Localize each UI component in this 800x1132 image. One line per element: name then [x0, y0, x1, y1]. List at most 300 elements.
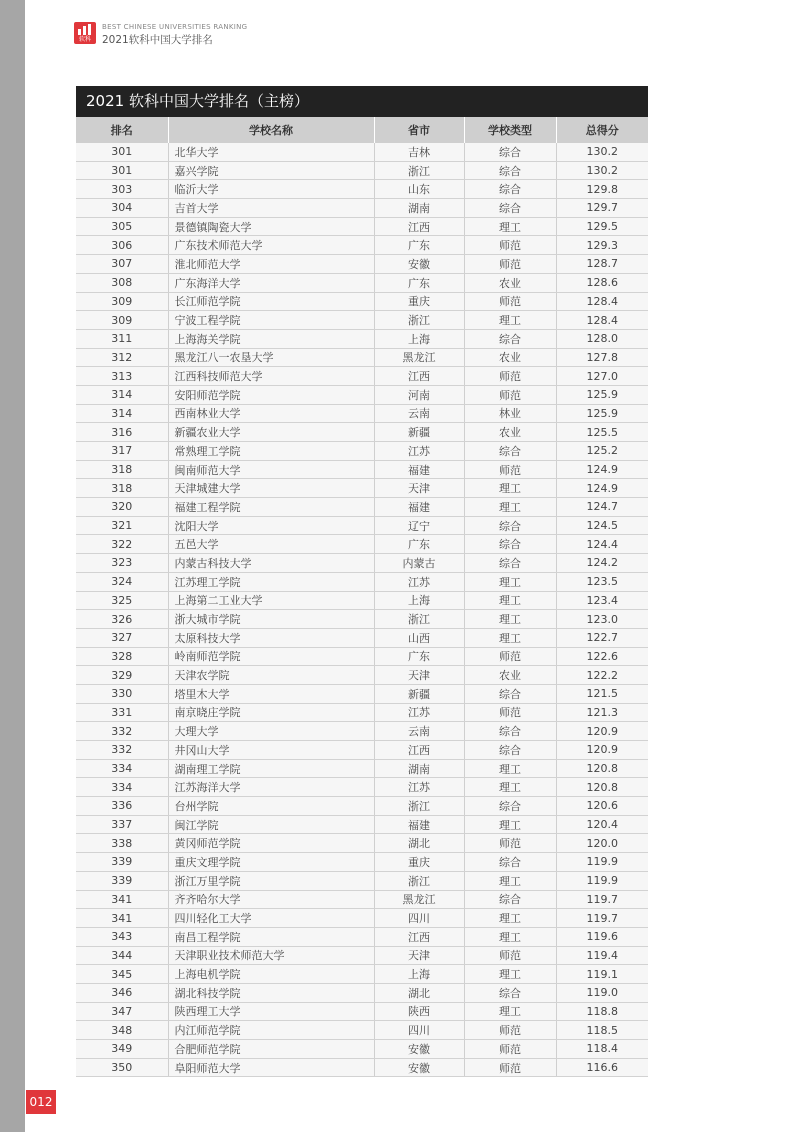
ranking-logo-icon — [74, 22, 96, 44]
ranking-panel — [76, 86, 648, 1077]
school-name-cell: 嘉兴学院 — [168, 161, 374, 180]
province-cell: 浙江 — [374, 610, 464, 629]
rank-cell: 338 — [76, 834, 168, 853]
school-name-cell: 江西科技师范大学 — [168, 367, 374, 386]
rank-cell: 322 — [76, 535, 168, 554]
school-name-cell: 台州学院 — [168, 797, 374, 816]
school-name-cell: 井冈山大学 — [168, 741, 374, 760]
score-cell: 124.5 — [556, 516, 648, 535]
table-row — [76, 442, 648, 461]
school-type-cell: 林业 — [464, 404, 556, 423]
school-name-cell: 黄冈师范学院 — [168, 834, 374, 853]
table-row — [76, 871, 648, 890]
rank-cell: 343 — [76, 927, 168, 946]
school-type-cell: 理工 — [464, 871, 556, 890]
table-row — [76, 217, 648, 236]
school-name-cell: 长江师范学院 — [168, 292, 374, 311]
school-type-cell: 师范 — [464, 367, 556, 386]
score-cell: 129.8 — [556, 180, 648, 199]
rank-cell: 313 — [76, 367, 168, 386]
school-name-cell: 陕西理工大学 — [168, 1002, 374, 1021]
school-type-cell: 理工 — [464, 927, 556, 946]
province-cell: 湖北 — [374, 983, 464, 1002]
school-name-cell: 临沂大学 — [168, 180, 374, 199]
school-type-cell: 理工 — [464, 909, 556, 928]
table-row — [76, 853, 648, 872]
rank-cell: 324 — [76, 572, 168, 591]
province-cell: 云南 — [374, 404, 464, 423]
score-cell: 129.5 — [556, 217, 648, 236]
province-cell: 重庆 — [374, 292, 464, 311]
score-cell: 119.6 — [556, 927, 648, 946]
score-cell: 128.4 — [556, 292, 648, 311]
rank-cell: 301 — [76, 161, 168, 180]
school-name-cell: 天津职业技术师范大学 — [168, 946, 374, 965]
table-row — [76, 684, 648, 703]
school-type-cell: 综合 — [464, 983, 556, 1002]
province-cell: 重庆 — [374, 853, 464, 872]
column-header-rank[interactable]: 排名 — [76, 117, 168, 143]
school-type-cell: 农业 — [464, 273, 556, 292]
school-type-cell: 农业 — [464, 423, 556, 442]
table-row — [76, 236, 648, 255]
province-cell: 四川 — [374, 909, 464, 928]
table-row — [76, 460, 648, 479]
score-cell: 128.6 — [556, 273, 648, 292]
column-header-score[interactable]: 总得分 — [556, 117, 648, 143]
table-row — [76, 628, 648, 647]
rank-cell: 334 — [76, 778, 168, 797]
score-cell: 116.6 — [556, 1058, 648, 1077]
school-name-cell: 塔里木大学 — [168, 684, 374, 703]
school-name-cell: 江苏海洋大学 — [168, 778, 374, 797]
province-cell: 安徽 — [374, 1058, 464, 1077]
school-type-cell: 师范 — [464, 460, 556, 479]
school-name-cell: 合肥师范学院 — [168, 1040, 374, 1059]
school-type-cell: 农业 — [464, 348, 556, 367]
score-cell: 118.5 — [556, 1021, 648, 1040]
score-cell: 128.7 — [556, 255, 648, 274]
table-row — [76, 1021, 648, 1040]
school-type-cell: 理工 — [464, 965, 556, 984]
province-cell: 江苏 — [374, 778, 464, 797]
province-cell: 广东 — [374, 236, 464, 255]
rank-cell: 303 — [76, 180, 168, 199]
score-cell: 123.4 — [556, 591, 648, 610]
rank-cell: 328 — [76, 647, 168, 666]
table-row — [76, 423, 648, 442]
province-cell: 上海 — [374, 591, 464, 610]
table-row — [76, 1002, 648, 1021]
province-cell: 天津 — [374, 666, 464, 685]
table-row — [76, 535, 648, 554]
school-name-cell: 四川轻化工大学 — [168, 909, 374, 928]
school-name-cell: 阜阳师范大学 — [168, 1058, 374, 1077]
province-cell: 黑龙江 — [374, 890, 464, 909]
score-cell: 128.4 — [556, 311, 648, 330]
score-cell: 122.2 — [556, 666, 648, 685]
province-cell: 湖南 — [374, 759, 464, 778]
school-type-cell: 师范 — [464, 292, 556, 311]
rank-cell: 316 — [76, 423, 168, 442]
school-name-cell: 西南林业大学 — [168, 404, 374, 423]
header-subtitle-en: BEST CHINESE UNIVERSITIES RANKING — [102, 23, 248, 31]
score-cell: 124.4 — [556, 535, 648, 554]
province-cell: 云南 — [374, 722, 464, 741]
rank-cell: 332 — [76, 722, 168, 741]
rank-cell: 321 — [76, 516, 168, 535]
school-name-cell: 景德镇陶瓷大学 — [168, 217, 374, 236]
province-cell: 山西 — [374, 628, 464, 647]
score-cell: 122.6 — [556, 647, 648, 666]
school-type-cell: 师范 — [464, 834, 556, 853]
score-cell: 119.9 — [556, 871, 648, 890]
province-cell: 江苏 — [374, 703, 464, 722]
school-name-cell: 常熟理工学院 — [168, 442, 374, 461]
table-row — [76, 161, 648, 180]
school-name-cell: 重庆文理学院 — [168, 853, 374, 872]
school-type-cell: 师范 — [464, 1058, 556, 1077]
table-row — [76, 591, 648, 610]
province-cell: 吉林 — [374, 143, 464, 161]
table-row — [76, 890, 648, 909]
rank-cell: 329 — [76, 666, 168, 685]
header-subtitle-cn: 2021软科中国大学排名 — [102, 34, 213, 46]
table-row — [76, 703, 648, 722]
table-row — [76, 946, 648, 965]
score-cell: 121.5 — [556, 684, 648, 703]
table-header-row — [76, 117, 648, 143]
school-name-cell: 上海第二工业大学 — [168, 591, 374, 610]
score-cell: 120.8 — [556, 759, 648, 778]
province-cell: 上海 — [374, 329, 464, 348]
rank-cell: 318 — [76, 479, 168, 498]
score-cell: 119.7 — [556, 890, 648, 909]
table-row — [76, 741, 648, 760]
school-name-cell: 安阳师范学院 — [168, 385, 374, 404]
rank-cell: 349 — [76, 1040, 168, 1059]
school-name-cell: 内蒙古科技大学 — [168, 554, 374, 573]
column-header-school[interactable]: 学校名称 — [168, 117, 374, 143]
province-cell: 江西 — [374, 217, 464, 236]
school-name-cell: 淮北师范大学 — [168, 255, 374, 274]
score-cell: 118.8 — [556, 1002, 648, 1021]
table-row — [76, 834, 648, 853]
table-row — [76, 273, 648, 292]
province-cell: 山东 — [374, 180, 464, 199]
table-title: 2021 软科中国大学排名（主榜） — [76, 86, 648, 117]
school-type-cell: 综合 — [464, 516, 556, 535]
province-cell: 浙江 — [374, 161, 464, 180]
score-cell: 124.2 — [556, 554, 648, 573]
rank-cell: 344 — [76, 946, 168, 965]
table-row — [76, 498, 648, 517]
school-name-cell: 内江师范学院 — [168, 1021, 374, 1040]
school-name-cell: 岭南师范学院 — [168, 647, 374, 666]
school-type-cell: 师范 — [464, 946, 556, 965]
score-cell: 124.9 — [556, 460, 648, 479]
school-name-cell: 南昌工程学院 — [168, 927, 374, 946]
table-row — [76, 983, 648, 1002]
score-cell: 125.5 — [556, 423, 648, 442]
school-name-cell: 新疆农业大学 — [168, 423, 374, 442]
rank-cell: 318 — [76, 460, 168, 479]
province-cell: 广东 — [374, 273, 464, 292]
score-cell: 123.5 — [556, 572, 648, 591]
rank-cell: 339 — [76, 853, 168, 872]
school-type-cell: 理工 — [464, 311, 556, 330]
column-header-province[interactable]: 省市 — [374, 117, 464, 143]
score-cell: 120.6 — [556, 797, 648, 816]
province-cell: 福建 — [374, 460, 464, 479]
school-name-cell: 上海电机学院 — [168, 965, 374, 984]
score-cell: 128.0 — [556, 329, 648, 348]
province-cell: 广东 — [374, 647, 464, 666]
score-cell: 125.9 — [556, 404, 648, 423]
table-row — [76, 815, 648, 834]
table-row — [76, 1058, 648, 1077]
score-cell: 119.7 — [556, 909, 648, 928]
table-row — [76, 329, 648, 348]
score-cell: 129.7 — [556, 199, 648, 218]
rank-cell: 307 — [76, 255, 168, 274]
score-cell: 120.0 — [556, 834, 648, 853]
school-type-cell: 综合 — [464, 722, 556, 741]
school-type-cell: 综合 — [464, 890, 556, 909]
school-type-cell: 理工 — [464, 628, 556, 647]
school-name-cell: 浙江万里学院 — [168, 871, 374, 890]
score-cell: 127.8 — [556, 348, 648, 367]
rank-cell: 305 — [76, 217, 168, 236]
province-cell: 内蒙古 — [374, 554, 464, 573]
column-header-type[interactable]: 学校类型 — [464, 117, 556, 143]
score-cell: 119.0 — [556, 983, 648, 1002]
school-name-cell: 宁波工程学院 — [168, 311, 374, 330]
side-strip — [0, 0, 25, 1132]
rank-cell: 317 — [76, 442, 168, 461]
school-type-cell: 理工 — [464, 572, 556, 591]
school-name-cell: 五邑大学 — [168, 535, 374, 554]
rank-cell: 314 — [76, 385, 168, 404]
school-name-cell: 吉首大学 — [168, 199, 374, 218]
table-row — [76, 1040, 648, 1059]
school-type-cell: 师范 — [464, 1040, 556, 1059]
province-cell: 江西 — [374, 741, 464, 760]
table-row — [76, 516, 648, 535]
school-type-cell: 理工 — [464, 498, 556, 517]
table-row — [76, 797, 648, 816]
school-name-cell: 湖北科技学院 — [168, 983, 374, 1002]
school-name-cell: 太原科技大学 — [168, 628, 374, 647]
province-cell: 广东 — [374, 535, 464, 554]
table-row — [76, 572, 648, 591]
school-type-cell: 师范 — [464, 647, 556, 666]
table-row — [76, 965, 648, 984]
province-cell: 黑龙江 — [374, 348, 464, 367]
school-type-cell: 理工 — [464, 591, 556, 610]
school-type-cell: 综合 — [464, 180, 556, 199]
school-name-cell: 江苏理工学院 — [168, 572, 374, 591]
table-row — [76, 292, 648, 311]
province-cell: 安徽 — [374, 1040, 464, 1059]
province-cell: 江苏 — [374, 572, 464, 591]
score-cell: 119.9 — [556, 853, 648, 872]
table-row — [76, 554, 648, 573]
rank-cell: 332 — [76, 741, 168, 760]
school-type-cell: 师范 — [464, 703, 556, 722]
school-name-cell: 天津农学院 — [168, 666, 374, 685]
table-row — [76, 311, 648, 330]
table-row — [76, 348, 648, 367]
score-cell: 130.2 — [556, 161, 648, 180]
rank-cell: 301 — [76, 143, 168, 161]
score-cell: 125.9 — [556, 385, 648, 404]
school-name-cell: 黑龙江八一农垦大学 — [168, 348, 374, 367]
score-cell: 124.9 — [556, 479, 648, 498]
rank-cell: 311 — [76, 329, 168, 348]
table-row — [76, 666, 648, 685]
province-cell: 浙江 — [374, 311, 464, 330]
school-type-cell: 理工 — [464, 759, 556, 778]
school-name-cell: 广东海洋大学 — [168, 273, 374, 292]
province-cell: 河南 — [374, 385, 464, 404]
table-row — [76, 610, 648, 629]
rank-cell: 326 — [76, 610, 168, 629]
school-name-cell: 大理大学 — [168, 722, 374, 741]
table-row — [76, 199, 648, 218]
score-cell: 123.0 — [556, 610, 648, 629]
province-cell: 湖南 — [374, 199, 464, 218]
table-row — [76, 927, 648, 946]
school-type-cell: 综合 — [464, 161, 556, 180]
score-cell: 120.9 — [556, 722, 648, 741]
province-cell: 辽宁 — [374, 516, 464, 535]
province-cell: 安徽 — [374, 255, 464, 274]
rank-cell: 327 — [76, 628, 168, 647]
table-row — [76, 909, 648, 928]
score-cell: 119.1 — [556, 965, 648, 984]
rank-cell: 331 — [76, 703, 168, 722]
school-type-cell: 综合 — [464, 143, 556, 161]
province-cell: 天津 — [374, 479, 464, 498]
school-name-cell: 上海海关学院 — [168, 329, 374, 348]
province-cell: 江西 — [374, 367, 464, 386]
province-cell: 上海 — [374, 965, 464, 984]
table-row — [76, 385, 648, 404]
school-type-cell: 理工 — [464, 778, 556, 797]
score-cell: 124.7 — [556, 498, 648, 517]
province-cell: 新疆 — [374, 423, 464, 442]
logo-text: 软科 — [78, 36, 91, 43]
score-cell: 129.3 — [556, 236, 648, 255]
school-type-cell: 理工 — [464, 610, 556, 629]
school-type-cell: 农业 — [464, 666, 556, 685]
rank-cell: 309 — [76, 311, 168, 330]
rank-cell: 304 — [76, 199, 168, 218]
school-name-cell: 浙大城市学院 — [168, 610, 374, 629]
table-row — [76, 759, 648, 778]
rank-cell: 323 — [76, 554, 168, 573]
rank-cell: 348 — [76, 1021, 168, 1040]
table-row — [76, 255, 648, 274]
school-name-cell: 沈阳大学 — [168, 516, 374, 535]
rank-cell: 312 — [76, 348, 168, 367]
province-cell: 新疆 — [374, 684, 464, 703]
school-name-cell: 南京晓庄学院 — [168, 703, 374, 722]
score-cell: 122.7 — [556, 628, 648, 647]
school-name-cell: 福建工程学院 — [168, 498, 374, 517]
province-cell: 湖北 — [374, 834, 464, 853]
school-name-cell: 北华大学 — [168, 143, 374, 161]
table-row — [76, 647, 648, 666]
rank-cell: 309 — [76, 292, 168, 311]
school-name-cell: 广东技术师范大学 — [168, 236, 374, 255]
rank-cell: 306 — [76, 236, 168, 255]
school-name-cell: 齐齐哈尔大学 — [168, 890, 374, 909]
table-body — [76, 143, 648, 1077]
school-type-cell: 综合 — [464, 684, 556, 703]
school-type-cell: 理工 — [464, 479, 556, 498]
school-type-cell: 综合 — [464, 797, 556, 816]
page-number: 012 — [26, 1090, 56, 1114]
rank-cell: 341 — [76, 909, 168, 928]
ranking-table — [76, 117, 648, 1077]
table-row — [76, 722, 648, 741]
rank-cell: 345 — [76, 965, 168, 984]
table-row — [76, 367, 648, 386]
score-cell: 118.4 — [556, 1040, 648, 1059]
province-cell: 陕西 — [374, 1002, 464, 1021]
score-cell: 120.8 — [556, 778, 648, 797]
school-type-cell: 理工 — [464, 815, 556, 834]
province-cell: 四川 — [374, 1021, 464, 1040]
school-type-cell: 师范 — [464, 236, 556, 255]
province-cell: 福建 — [374, 498, 464, 517]
rank-cell: 314 — [76, 404, 168, 423]
rank-cell: 308 — [76, 273, 168, 292]
rank-cell: 336 — [76, 797, 168, 816]
score-cell: 125.2 — [556, 442, 648, 461]
rank-cell: 339 — [76, 871, 168, 890]
province-cell: 江苏 — [374, 442, 464, 461]
school-name-cell: 湖南理工学院 — [168, 759, 374, 778]
table-row — [76, 479, 648, 498]
province-cell: 浙江 — [374, 797, 464, 816]
school-type-cell: 综合 — [464, 853, 556, 872]
rank-cell: 337 — [76, 815, 168, 834]
rank-cell: 346 — [76, 983, 168, 1002]
score-cell: 130.2 — [556, 143, 648, 161]
province-cell: 福建 — [374, 815, 464, 834]
school-name-cell: 天津城建大学 — [168, 479, 374, 498]
school-type-cell: 综合 — [464, 741, 556, 760]
school-type-cell: 师范 — [464, 385, 556, 404]
school-type-cell: 理工 — [464, 1002, 556, 1021]
score-cell: 120.9 — [556, 741, 648, 760]
score-cell: 120.4 — [556, 815, 648, 834]
school-type-cell: 综合 — [464, 329, 556, 348]
school-type-cell: 师范 — [464, 1021, 556, 1040]
rank-cell: 320 — [76, 498, 168, 517]
school-type-cell: 师范 — [464, 255, 556, 274]
score-cell: 121.3 — [556, 703, 648, 722]
table-row — [76, 143, 648, 161]
school-type-cell: 综合 — [464, 554, 556, 573]
score-cell: 119.4 — [556, 946, 648, 965]
province-cell: 浙江 — [374, 871, 464, 890]
school-type-cell: 综合 — [464, 535, 556, 554]
school-name-cell: 闽南师范大学 — [168, 460, 374, 479]
